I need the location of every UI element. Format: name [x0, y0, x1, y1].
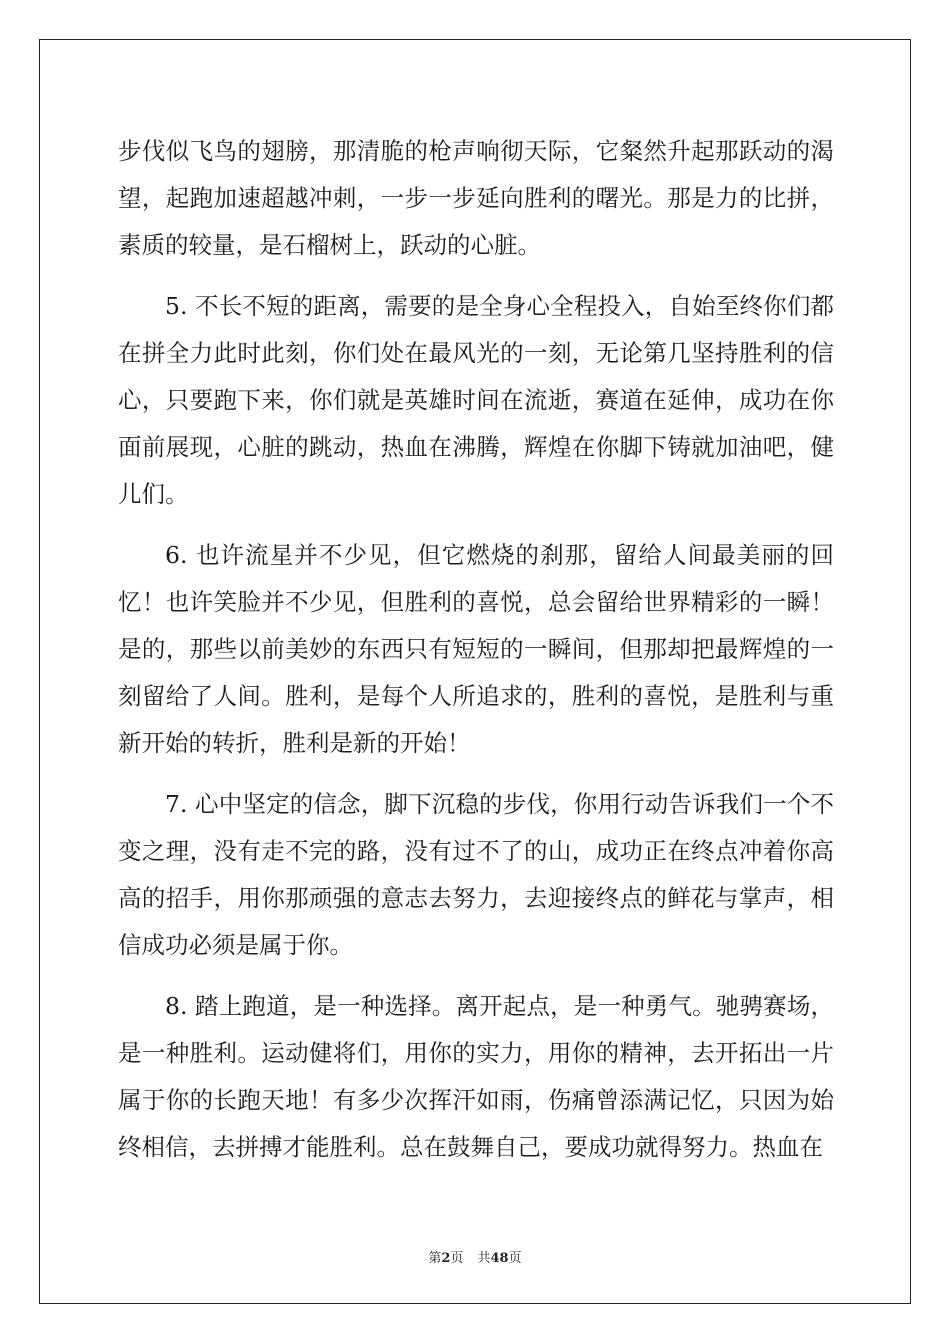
page-footer — [0, 1247, 950, 1266]
document-body — [118, 128, 834, 1185]
page-total-number: 48 — [490, 1251, 509, 1266]
page-current-number: 2 — [441, 1251, 451, 1266]
total-suffix: 页 — [508, 1251, 522, 1266]
paragraph-item-5: 5. 不长不短的距离，需要的是全身心全程投入，自始至终你们都在拼全力此时此刻，你们处在最风光的一刻，无论第几坚持胜利的信心，只要跑下来，你们就是英雄时间在流逝，赛道在延伸，成功在你面前展现，心脏的跳动，热血在沸腾，辉煌在你脚下铸就加油吧，健儿们。 — [118, 292, 834, 508]
page-suffix: 页 — [450, 1251, 464, 1266]
total-prefix: 共 — [477, 1251, 491, 1266]
paragraph-item-8: 8. 踏上跑道，是一种选择。离开起点，是一种勇气。驰骋赛场，是一种胜利。运动健将们，用你的实力，用你的精神，去开拓出一片属于你的长跑天地！有多少次挥汗如雨，伤痛曾添满记忆，只因为始终相信，去拼搏才能胜利。总在鼓舞自己，要成功就得努力。热血在 — [118, 992, 834, 1161]
page-prefix: 第 — [428, 1251, 442, 1266]
paragraph-item-7: 7. 心中坚定的信念，脚下沉稳的步伐，你用行动告诉我们一个不变之理，没有走不完的路，没有过不了的山，成功正在终点冲着你高高的招手，用你那顽强的意志去努力，去迎接终点的鲜花与掌声，相信成功必须是属于你。 — [118, 790, 834, 959]
paragraph-continuation: 步伐似飞鸟的翅膀，那清脆的枪声响彻天际，它粲然升起那跃动的渴望，起跑加速超越冲刺，一步一步延向胜利的曙光。那是力的比拼，素质的较量，是石榴树上，跃动的心脏。 — [118, 137, 834, 259]
paragraph-item-6: 6. 也许流星并不少见，但它燃烧的刹那，留给人间最美丽的回忆！也许笑脸并不少见，但胜利的喜悦，总会留给世界精彩的一瞬！是的，那些以前美妙的东西只有短短的一瞬间，但那却把最辉煌的一刻留给了人间。胜利，是每个人所追求的，胜利的喜悦，是胜利与重新开始的转折，胜利是新的开始！ — [118, 541, 834, 757]
